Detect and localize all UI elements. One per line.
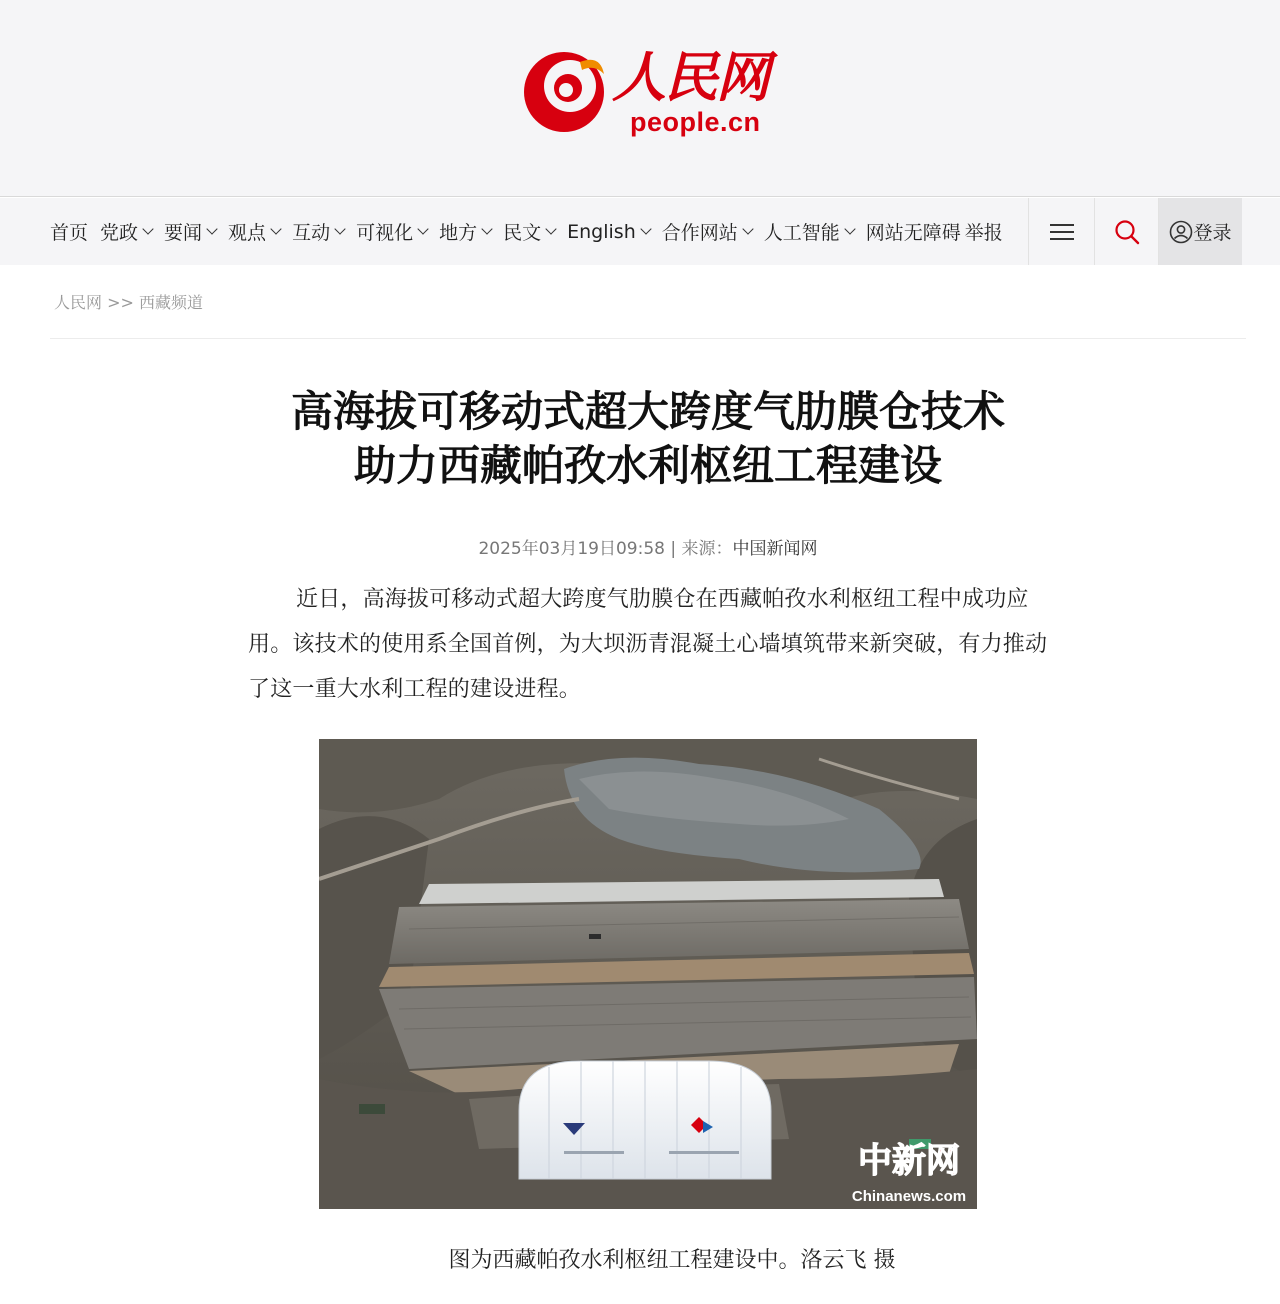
dam-construction-aerial-image	[319, 739, 977, 1209]
photo-watermark-cn: 中新网	[858, 1141, 960, 1181]
article-source[interactable]: 中国新闻网	[732, 539, 818, 559]
nav-label: 合作网站	[661, 222, 738, 244]
nav-item-accessibility[interactable]	[866, 218, 961, 245]
chevron-down-icon	[270, 223, 281, 234]
login-button[interactable]	[1158, 198, 1242, 265]
nav-label: 首页	[50, 222, 89, 244]
user-icon	[1169, 220, 1193, 244]
photo-caption: 图为西藏帕孜水利枢纽工程建设中。洛云飞 摄	[448, 1248, 896, 1273]
menu-button[interactable]	[1028, 198, 1094, 265]
article-meta	[0, 534, 1280, 559]
chevron-down-icon	[142, 223, 153, 234]
logo-text-cn: 人民网	[612, 45, 768, 109]
search-button[interactable]	[1094, 198, 1158, 265]
article-photo	[319, 739, 977, 1209]
chevron-down-icon	[206, 223, 217, 234]
chevron-down-icon	[545, 223, 556, 234]
nav-label: 互动	[292, 222, 331, 244]
login-label: 登录	[1193, 222, 1232, 244]
nav-label: 要闻	[164, 222, 203, 244]
nav-list	[50, 198, 1015, 265]
breadcrumb	[54, 290, 203, 313]
nav-label: 举报	[964, 222, 1003, 244]
nav-item-english[interactable]	[567, 221, 650, 243]
photo-watermark-en: Chinanews.com	[851, 1188, 967, 1205]
breadcrumb-home-link[interactable]: 人民网	[54, 293, 103, 312]
search-icon	[1114, 219, 1140, 245]
people-cn-logo[interactable]	[520, 40, 780, 140]
article-paragraph: 近日，高海拔可移动式超大跨度气肋膜仓在西藏帕孜水利枢纽工程中成功应用。该技术的使用系全国首例，为大坝沥青混凝土心墙填筑带来新突破，有力推动了这一重大水利工程的建设进程。	[248, 587, 1048, 702]
source-label: 来源：	[681, 539, 733, 559]
nav-item-local[interactable]	[439, 218, 491, 245]
article-title-line-2: 助力西藏帕孜水利枢纽工程建设	[353, 441, 942, 490]
nav-label: 人工智能	[763, 222, 840, 244]
logo-text-en: people.cn	[630, 107, 761, 137]
nav-item-opinion[interactable]	[228, 218, 280, 245]
nav-item-report[interactable]	[965, 218, 1003, 245]
main-navigation	[0, 198, 1280, 265]
nav-label: 民文	[503, 222, 542, 244]
article-title	[140, 385, 1156, 493]
nav-label: English	[567, 220, 636, 243]
nav-item-minority[interactable]	[503, 218, 555, 245]
nav-tools	[1028, 198, 1242, 265]
article-datetime: 2025年03月19日09:58	[478, 539, 665, 559]
logo-swirl-icon	[520, 48, 608, 136]
nav-item-news[interactable]	[164, 218, 216, 245]
nav-label: 可视化	[356, 222, 414, 244]
nav-item-partners[interactable]	[662, 218, 752, 245]
nav-item-visual[interactable]	[356, 218, 427, 245]
breadcrumb-channel-link[interactable]: 西藏频道	[139, 293, 204, 312]
nav-item-interact[interactable]	[292, 218, 344, 245]
chevron-down-icon	[742, 223, 753, 234]
hamburger-icon	[1050, 219, 1074, 245]
breadcrumb-separator: >>	[107, 293, 134, 312]
breadcrumb-divider	[50, 338, 1246, 339]
chevron-down-icon	[481, 223, 492, 234]
chevron-down-icon	[417, 223, 428, 234]
nav-label: 党政	[100, 222, 139, 244]
nav-item-home[interactable]	[50, 218, 88, 245]
nav-item-ai[interactable]	[764, 218, 854, 245]
chevron-down-icon	[334, 223, 345, 234]
chevron-down-icon	[844, 223, 855, 234]
chevron-down-icon	[640, 223, 651, 234]
nav-item-party-gov[interactable]	[100, 218, 152, 245]
masthead	[0, 0, 1280, 197]
nav-label: 观点	[228, 222, 267, 244]
nav-label: 网站无障碍	[865, 222, 961, 244]
article-title-line-1: 高海拔可移动式超大跨度气肋膜仓技术	[290, 387, 1005, 436]
meta-separator: |	[670, 539, 677, 559]
nav-label: 地方	[439, 222, 478, 244]
